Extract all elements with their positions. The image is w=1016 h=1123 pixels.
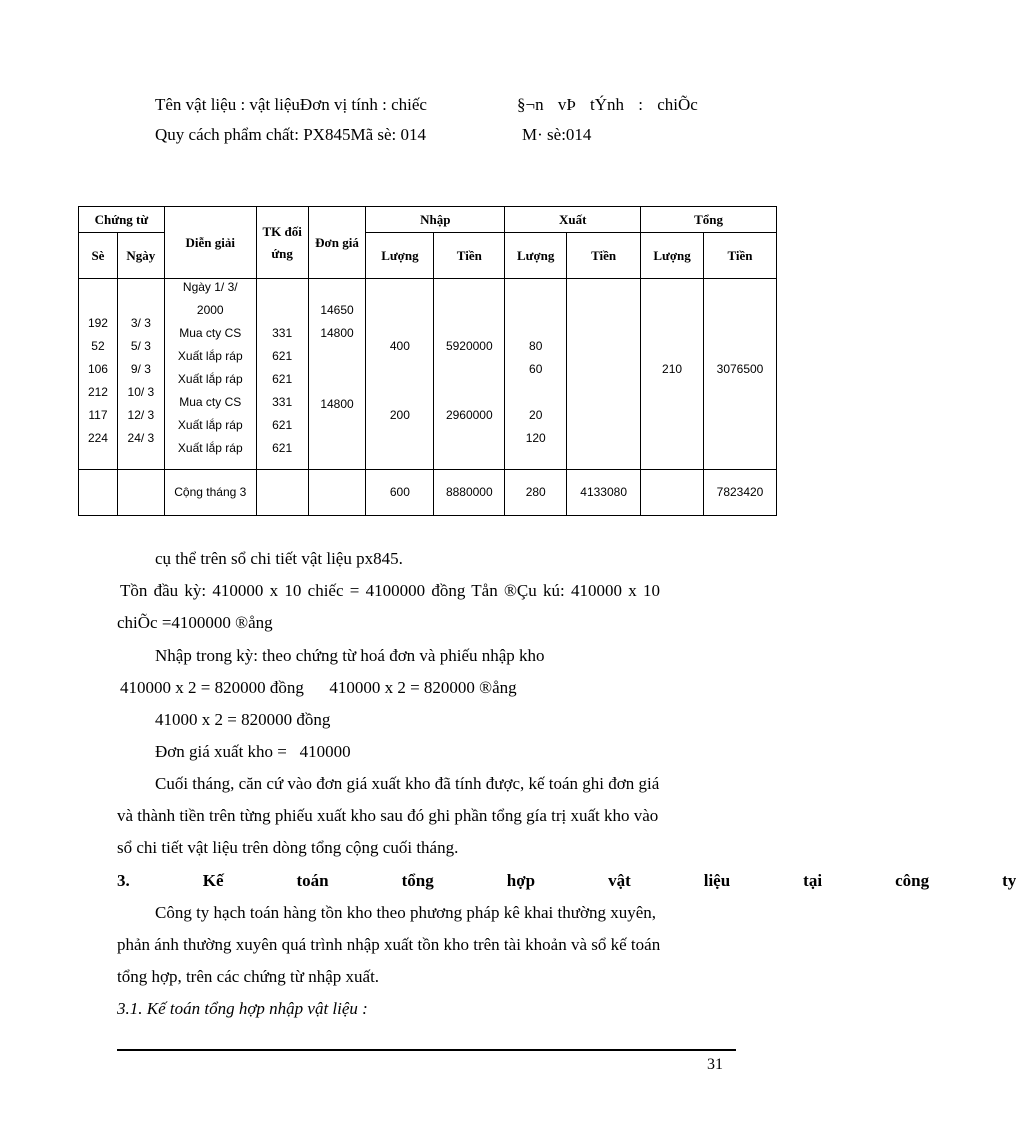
header-ngay: Ngày <box>117 233 164 279</box>
material-name-legacy: §¬n vÞ tÝnh : chiÕc <box>517 95 698 114</box>
total-tk <box>256 469 308 515</box>
dien-giai-value: Mua cty CS <box>179 326 242 341</box>
subsection-heading: 3.1. Kế toán tổng hợp nhập vật liệu : <box>117 999 368 1018</box>
nhap-tien-cell <box>434 279 505 470</box>
material-ledger-table <box>78 206 777 516</box>
paragraph: phản ánh thường xuyên quá trình nhập xuất tồn kho trên tài khoản và sổ kế toán <box>117 935 661 954</box>
page-number: 31 <box>707 1056 723 1073</box>
header-nhap-tien: Tiền <box>434 233 505 279</box>
so-value: 192 <box>87 316 108 331</box>
so-value: 224 <box>87 431 108 446</box>
so-value: 212 <box>87 385 108 400</box>
paragraph: 41000 x 2 = 820000 đồng <box>155 710 331 729</box>
don-gia-value: 14800 <box>320 397 354 412</box>
nhap-tien-value: 5920000 <box>445 339 493 354</box>
header-ton: Tổng <box>641 207 777 233</box>
total-ngay <box>117 469 164 515</box>
header-chung-tu: Chứng từ <box>79 207 165 233</box>
paragraph: 410000 x 2 = 820000 đồng 410000 x 2 = 820000 ®ång <box>120 678 517 697</box>
total-nhap-tien: 8880000 <box>434 469 505 515</box>
tk-cell <box>256 279 308 470</box>
so-value: 52 <box>91 339 105 354</box>
nhap-luong-cell <box>366 279 434 470</box>
xuat-luong-value: 60 <box>529 362 543 377</box>
code-legacy: M· sè:014 <box>522 125 592 144</box>
header-ton-tien: Tiền <box>704 233 777 279</box>
header-dien-giai: Diễn giải <box>164 207 256 279</box>
xuat-luong-value: 20 <box>529 408 543 423</box>
ton-tien-cell <box>704 279 777 470</box>
ngay-value: 24/ 3 <box>127 431 155 446</box>
paragraph: chiÕc =4100000 ®ång <box>117 613 273 632</box>
dien-giai-value: 2000 <box>196 303 224 318</box>
tk-value: 331 <box>272 395 293 410</box>
header-nhap-luong: Lượng <box>366 233 434 279</box>
ngay-cell <box>117 279 164 470</box>
dien-giai-value: Xuất lắp ráp <box>177 349 243 364</box>
tk-value: 331 <box>272 326 293 341</box>
don-gia-cell <box>308 279 366 470</box>
so-value: 117 <box>88 408 108 423</box>
don-gia-value: 14650 <box>320 303 354 318</box>
header-tk-doi-ung: TK đối ứng <box>256 207 308 279</box>
tk-value: 621 <box>272 372 293 387</box>
dien-giai-value: Mua cty CS <box>179 395 242 410</box>
xuat-luong-value: 120 <box>525 431 546 446</box>
nhap-luong-value: 400 <box>389 339 410 354</box>
header-ton-luong: Lượng <box>641 233 704 279</box>
xuat-tien-cell <box>567 279 641 470</box>
dien-giai-value: Xuất lắp ráp <box>177 441 243 456</box>
total-don-gia <box>308 469 366 515</box>
tk-value: 621 <box>272 418 293 433</box>
xuat-luong-cell <box>505 279 567 470</box>
paragraph: Nhập trong kỳ: theo chứng từ hoá đơn và phiếu nhập kho <box>155 646 545 665</box>
total-ton-tien: 7823420 <box>704 469 777 515</box>
ngay-value: 9/ 3 <box>130 362 151 377</box>
ton-luong-cell <box>641 279 704 470</box>
dien-giai-value: Xuất lắp ráp <box>177 372 243 387</box>
so-cell <box>79 279 118 470</box>
section-heading: 3. Kế toán tổng hợp vật liệu tại công ty <box>117 871 1016 890</box>
paragraph: Tồn đầu kỳ: 410000 x 10 chiếc = 4100000 đồng Tån ®Çu kú: 410000 x 10 <box>120 581 660 600</box>
total-so <box>79 469 118 515</box>
ngay-value: 10/ 3 <box>127 385 155 400</box>
paragraph: sổ chi tiết vật liệu trên dòng tổng cộng cuối tháng. <box>117 838 459 857</box>
total-label: Cộng tháng 3 <box>164 469 256 515</box>
nhap-luong-value: 200 <box>389 408 410 423</box>
footer-rule <box>117 1049 736 1051</box>
don-gia-value: 14800 <box>320 326 354 341</box>
ngay-value: 3/ 3 <box>130 316 151 331</box>
ton-tien-value: 3076500 <box>716 362 764 377</box>
paragraph: tổng hợp, trên các chứng từ nhập xuất. <box>117 967 380 986</box>
total-xuat-tien: 4133080 <box>567 469 641 515</box>
paragraph: Đơn giá xuất kho = 410000 <box>155 742 351 761</box>
header-xuat-luong: Lượng <box>505 233 567 279</box>
header-so: Sè <box>79 233 118 279</box>
header-xuat-tien: Tiền <box>567 233 641 279</box>
tk-value: 621 <box>272 349 293 364</box>
paragraph: Công ty hạch toán hàng tồn kho theo phương pháp kê khai thường xuyên, <box>155 903 656 922</box>
nhap-tien-value: 2960000 <box>445 408 493 423</box>
ngay-value: 5/ 3 <box>130 339 151 354</box>
total-nhap-luong: 600 <box>366 469 434 515</box>
header-nhap: Nhập <box>366 207 505 233</box>
so-value: 106 <box>87 362 108 377</box>
paragraph: và thành tiền trên từng phiếu xuất kho sau đó ghi phần tổng gía trị xuất kho vào <box>117 806 659 825</box>
paragraph: Cuối tháng, căn cứ vào đơn giá xuất kho đã tính được, kế toán ghi đơn giá <box>155 774 660 793</box>
spec-line: Quy cách phẩm chất: PX845Mã sè: 014 <box>155 125 426 144</box>
material-name-line: Tên vật liệu : vật liệuĐơn vị tính : chiếc <box>155 95 427 114</box>
header-xuat: Xuất <box>505 207 641 233</box>
total-xuat-luong: 280 <box>505 469 567 515</box>
total-ton-luong <box>641 469 704 515</box>
tk-value: 621 <box>272 441 293 456</box>
xuat-luong-value: 80 <box>529 339 543 354</box>
dien-giai-cell <box>164 279 256 470</box>
ton-luong-value: 210 <box>662 362 683 377</box>
dien-giai-value: Ngày 1/ 3/ <box>182 280 238 295</box>
header-don-gia: Đơn giá <box>308 207 366 279</box>
ngay-value: 12/ 3 <box>127 408 155 423</box>
paragraph: cụ thể trên sổ chi tiết vật liệu px845. <box>155 549 403 568</box>
dien-giai-value: Xuất lắp ráp <box>177 418 243 433</box>
